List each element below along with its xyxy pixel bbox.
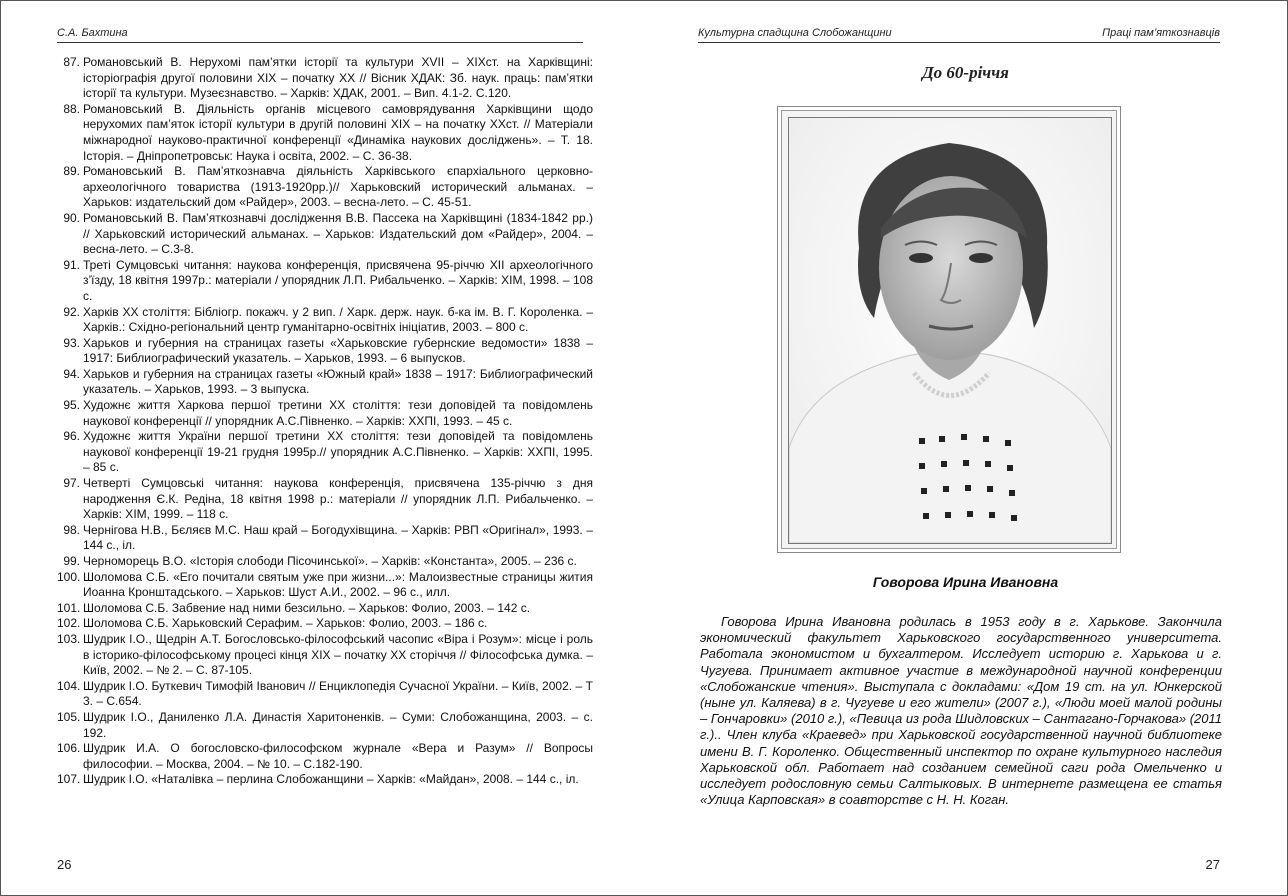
reference-number: 94.	[63, 366, 80, 381]
running-header-section: Праці пам’яткознавців	[1102, 27, 1220, 39]
reference-item	[57, 772, 593, 788]
reference-text: Харьков и губерния на страницах газеты «Южный край» 1838 – 1917: Библиографический указатель. – Харьков, 1993. – 3 выпуска.	[83, 366, 593, 397]
reference-number: 96.	[63, 429, 80, 444]
reference-item	[57, 258, 593, 305]
reference-item	[57, 367, 593, 398]
page-number: 26	[57, 857, 72, 872]
reference-item	[57, 523, 593, 554]
reference-text: Шудрик І.О. Буткевич Тимофій Іванович // Енциклопедія Сучасної України. – Київ, 2002. – Т 3. – С.654.	[83, 678, 593, 709]
reference-text: Харьков и губерния на страницах газеты «Харьковские губернские ведомости» 1838 – 1917: Библиографический указатель. – Харьков, 1993. – 6 выпусков.	[83, 335, 593, 366]
reference-item	[57, 554, 593, 570]
reference-text: Шудрик І.О. «Наталівка – перлина Слобожанщини – Харків: «Майдан», 2008. – 144 с., іл.	[83, 772, 579, 787]
reference-text: Романовський В. Діяльність органів місцевого самоврядування Харківщини щодо нерухомих пам’яток історії культури в другій половині ХІХ – на початку ХХст. // Матеріали міжнародної науково-практичної конференції «Динаміка наукових досліджень». – Т. 18. Історія. – Дніпропетровськ: Наука і освіта, 2002. – С. 36-38.	[83, 101, 593, 163]
reference-number: 102.	[57, 616, 81, 631]
reference-text: Шудрик І.О., Даниленко Л.А. Династія Харитоненків. – Суми: Слобожанщина, 2003. – с. 192.	[83, 709, 593, 740]
reference-text: Харків XX століття: Бібліогр. покажч. у 2 вип. / Харк. держ. наук. б-ка ім. В. Г. Короленка. – Харків.: Східно-регіональний центр гуманітарно-освітніх ініціатив, 2003. – 800 с.	[83, 304, 593, 335]
reference-number: 100.	[57, 569, 81, 584]
header-rule	[57, 42, 583, 43]
section-title: До 60-річчя	[922, 63, 1009, 82]
reference-number: 98.	[63, 522, 80, 537]
reference-text: Художнє життя України першої третини ХХ століття: тези доповідей та повідомлень наукової конференції 19-21 грудня 1995р.// упорядник А.С.Півненко. – Харків: ХХПІ, 1995. – 85 с.	[83, 429, 593, 475]
reference-text: Черноморець В.О. «Історія слободи Пісочинської». – Харків: «Константа», 2005. – 236 с.	[83, 554, 577, 568]
reference-text: Шоломова С.Б. «Его почитали святым уже при жизни...»: Малоизвестные страницы жития Иоанна Кронштадського. – Харьков: Шуст А.И., 2002. – 96 с., илл.	[83, 569, 593, 600]
reference-text: Шоломова С.Б. Забвение над ними безсильно. – Харьков: Фолио, 2003. – 142 с.	[83, 600, 531, 615]
reference-item	[57, 476, 593, 523]
reference-text: Романовський В. Пам’яткознавчі дослідження В.В. Пассека на Харківщині (1834-1842 рр.) // Харьковский исторический альманах. – Харьков: Издательский дом «Райдер», 2004. – весна-лето. – С.3-8.	[83, 210, 593, 257]
reference-number: 89.	[63, 164, 80, 179]
running-header-author: С.А. Бахтина	[57, 27, 128, 39]
reference-text: Шудрик І.О., Щедрін А.Т. Богословсько-філософський часопис «Віра і Розум»: місце і роль в історико-філософському процесі кінця ХІХ – початку ХХ сторіччя // Філософська думка. – Київ, 2002. – № 2. – С. 87-105.	[83, 631, 593, 678]
photo-frame	[777, 106, 1121, 553]
reference-item	[57, 570, 593, 601]
biography-text: Говорова Ирина Ивановна родилась в 1953 году в г. Харькове. Закончила экономический факультет Харьковского государственного университета. Работала экономистом и бухгалтером. Исследует историю г. Харькова и г. Чугуева. Принимает активное участие в международной научной конференции «Слобожанские чтения». Выступала с докладами: «Дом 19 ст. на ул. Юнкерской (ныне ул. Каляева) в г. Чугуеве и его жители» (2007 г.), «Люди моей малой родины – Гончаровки» (2010 г.), «Певица из рода Шидловских – Сантагано-Горчакова» (2011 г.).. Член клуба «Краевед» при Харьковской государственной научной библиотеке имени В. Г. Короленко. Общественный инспектор по охране культурного наследия Харьковской обл. Работает над созданием семейной саги рода Омельченко и исследует родословную семьи Салтыковых. В интернете размещена ее статья «Улица Карповская» в соавторстве с Н. Н. Коган.	[700, 614, 1222, 808]
reference-item	[57, 741, 593, 772]
reference-item	[57, 601, 593, 617]
reference-number: 90.	[63, 210, 80, 225]
reference-item	[57, 55, 593, 102]
reference-number: 107.	[57, 772, 81, 787]
reference-number: 95.	[63, 398, 80, 413]
reference-text: Шоломова С.Б. Харьковский Серафим. – Харьков: Фолио, 2003. – 186 с.	[83, 616, 488, 631]
reference-number: 87.	[63, 55, 80, 69]
portrait-photo	[788, 117, 1112, 544]
header-rule	[698, 42, 1220, 43]
reference-item	[57, 211, 593, 258]
reference-text: Шудрик И.А. О богословско-философском журнале «Вера и Разум» // Вопросы философии. – Москва, 2004. – № 10. – С.182-190.	[83, 741, 593, 771]
reference-number: 103.	[57, 631, 81, 646]
reference-text: Чернігова Н.В., Бєляєв М.С. Наш край – Богодухівщина. – Харків: РВП «Оригінал», 1993. – 144 с., іл.	[83, 522, 593, 553]
reference-number: 105.	[57, 709, 81, 724]
reference-list	[57, 55, 593, 788]
reference-text: Треті Сумцовські читання: наукова конференція, присвячена 95-річчю XII археологічного з’їзду, 18 квітня 1997р.: матеріали / упорядник Л.П. Рибальченко. – Харків: ХІМ, 1998. – 108 с.	[83, 257, 593, 303]
page-number: 27	[1205, 857, 1220, 872]
reference-number: 92.	[63, 304, 80, 319]
reference-number: 93.	[63, 335, 80, 350]
reference-item	[57, 679, 593, 710]
reference-text: Четверті Сумцовські читання: наукова конференція, присвячена 135-річчю з дня народження Є.К. Редіна, 18 квітня 1998 р.: матеріали // упорядник Л.П. Рибальченко. – Харків: ХІМ, 1999. – 118 с.	[83, 476, 593, 522]
running-header-book: Культурна спадщина Слобожанщини	[698, 27, 892, 39]
left-page	[1, 1, 644, 895]
reference-item	[57, 616, 593, 632]
reference-item	[57, 710, 593, 741]
reference-item	[57, 305, 593, 336]
reference-number: 104.	[57, 678, 81, 693]
reference-number: 97.	[63, 476, 80, 491]
reference-item	[57, 632, 593, 679]
reference-item	[57, 102, 593, 164]
portrait-illustration	[789, 118, 1111, 543]
reference-text: Романовський В. Пам’яткознавча діяльність Харківського єпархіального церковно-археологічного товариства (1913-1920рр.)// Харьковский исторический альманах. – Харьков: издательский дом «Райдер», 2003. – весна-лето. – С. 45-51.	[83, 164, 593, 210]
reference-number: 91.	[63, 257, 80, 272]
reference-item	[57, 398, 593, 429]
reference-item	[57, 429, 593, 476]
photo-caption: Говорова Ирина Ивановна	[872, 574, 1059, 590]
reference-text: Романовський В. Нерухомі пам’ятки історії та культури XVII – XIXст. на Харківщині: історіографія другої половини ХІХ – початку ХХ // Вісник ХДАК: Зб. наук. праць: пам’ятки історії та культури. Музеєзнавство. – Харків: ХДАК, 2001. – Вип. 4.1-2. С.120.	[83, 55, 593, 101]
reference-item	[57, 336, 593, 367]
right-page	[644, 1, 1287, 895]
reference-number: 88.	[63, 101, 80, 116]
reference-number: 106.	[57, 741, 81, 756]
reference-number: 101.	[57, 600, 81, 615]
reference-item	[57, 164, 593, 211]
reference-text: Художнє життя Харкова першої третини ХХ століття: тези доповідей та повідомлень наукової конференції // упорядник А.С.Півненко. – Харків: ХХПІ, 1993. – 45 с.	[83, 398, 593, 428]
reference-number: 99.	[63, 554, 80, 568]
